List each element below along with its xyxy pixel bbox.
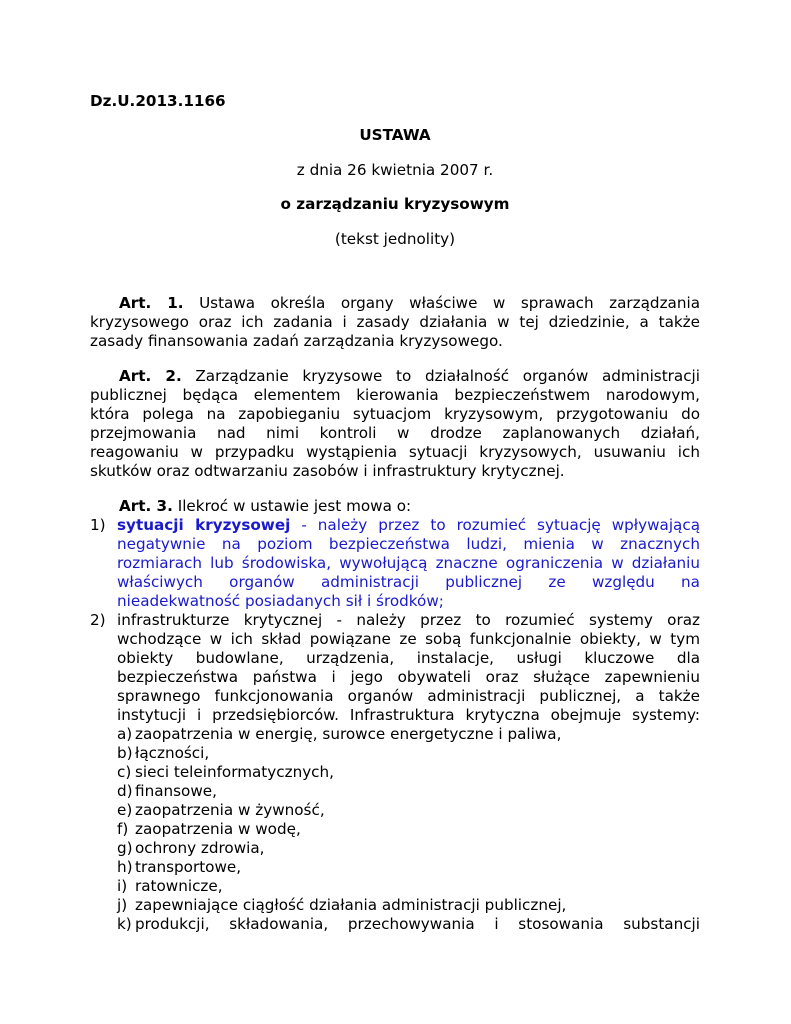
art3-item2-line-6: instytucji i przedsiębiorców. Infrastruktura krytyczna obejmuje systemy: [117, 706, 700, 724]
document-subject: o zarządzaniu kryzysowym [280, 195, 510, 213]
list-item: h) transportowe, [117, 858, 242, 876]
list-item: g) ochrony zdrowia, [117, 839, 265, 857]
art1-line-3: zasady finansowania zadań zarządzania kryzysowego. [90, 332, 503, 350]
art3-item1-line-3: rozmiarach lub środowiska, wywołującą znaczne ograniczenia w działaniu [117, 554, 700, 572]
list-item: f) zaopatrzenia w wodę, [117, 820, 301, 838]
document-date: z dnia 26 kwietnia 2007 r. [296, 161, 494, 179]
list-item: k) produkcji, składowania, przechowywania i stosowania substancji [117, 915, 700, 933]
list-item: c) sieci teleinformatycznych, [117, 763, 334, 781]
art3-item1-line-2: negatywnie na poziom bezpieczeństwa ludzi, mienia w znacznych [117, 535, 700, 553]
list-item: a) zaopatrzenia w energię, surowce energetyczne i paliwa, [117, 725, 562, 743]
art3-item1-line-5: nieadekwatność posiadanych sił i środków; [117, 592, 444, 610]
art3-item2-line-2: wchodzące w ich skład powiązane ze sobą funkcjonalnie obiekty, w tym [117, 630, 700, 648]
art2-line-3: która polega na zapobieganiu sytuacjom kryzysowym, przygotowaniu do [90, 405, 700, 423]
art3-intro: Art. 3. Ilekroć w ustawie jest mowa o: [119, 497, 412, 515]
art1-label: Art. 1. [119, 294, 184, 312]
list-item: i) ratownicze, [117, 877, 223, 895]
art3-label: Art. 3. [119, 497, 173, 515]
art2-line-1: Art. 2. Zarządzanie kryzysowe to działalność organów administracji [119, 367, 700, 385]
art3-item2-line-4: bezpieczeństwa państwa i jego obywateli oraz służące zapewnieniu [117, 668, 700, 686]
list-item: d) finansowe, [117, 782, 217, 800]
document-type: USTAWA [359, 126, 431, 144]
journal-reference: Dz.U.2013.1166 [90, 92, 226, 110]
art1-line-1: Art. 1. Ustawa określa organy właściwe w sprawach zarządzania [119, 294, 701, 312]
art3-item2-line-1: infrastrukturze krytycznej - należy przez to rozumieć systemy oraz [117, 611, 700, 629]
art2-line-2: publicznej będąca elementem kierowania bezpieczeństwem narodowym, [90, 386, 700, 404]
art3-item1-line-1: sytuacji kryzysowej - należy przez to rozumieć sytuację wpływającą [117, 516, 701, 534]
list-item: b) łączności, [117, 744, 210, 762]
list-item: j) zapewniające ciągłość działania administracji publicznej, [117, 896, 567, 914]
art3-item2-line-3: obiekty budowlane, urządzenia, instalacje, usługi kluczowe dla [117, 649, 700, 667]
document-variant: (tekst jednolity) [334, 230, 456, 248]
defined-term: sytuacji kryzysowej [117, 516, 291, 534]
list-item: e) zaopatrzenia w żywność, [117, 801, 325, 819]
art2-label: Art. 2. [119, 367, 182, 385]
art2-line-6: skutków oraz odtwarzaniu zasobów i infrastruktury krytycznej. [90, 462, 565, 480]
art3-item1-number: 1) [90, 516, 106, 534]
art3-item2-line-5: sprawnego funkcjonowania organów administracji publicznej, a także [117, 687, 700, 705]
art2-line-4: przejmowania nad nimi kontroli w drodze zaplanowanych działań, [90, 424, 700, 442]
art3-item1-line-4: właściwych organów administracji publicznej ze względu na [117, 573, 700, 591]
art1-line-2: kryzysowego oraz ich zadania i zasady działania w tej dziedzinie, a także [90, 313, 700, 331]
art2-line-5: reagowaniu w przypadku wystąpienia sytuacji kryzysowych, usuwaniu ich [90, 443, 700, 461]
art3-item2-number: 2) [90, 611, 106, 629]
